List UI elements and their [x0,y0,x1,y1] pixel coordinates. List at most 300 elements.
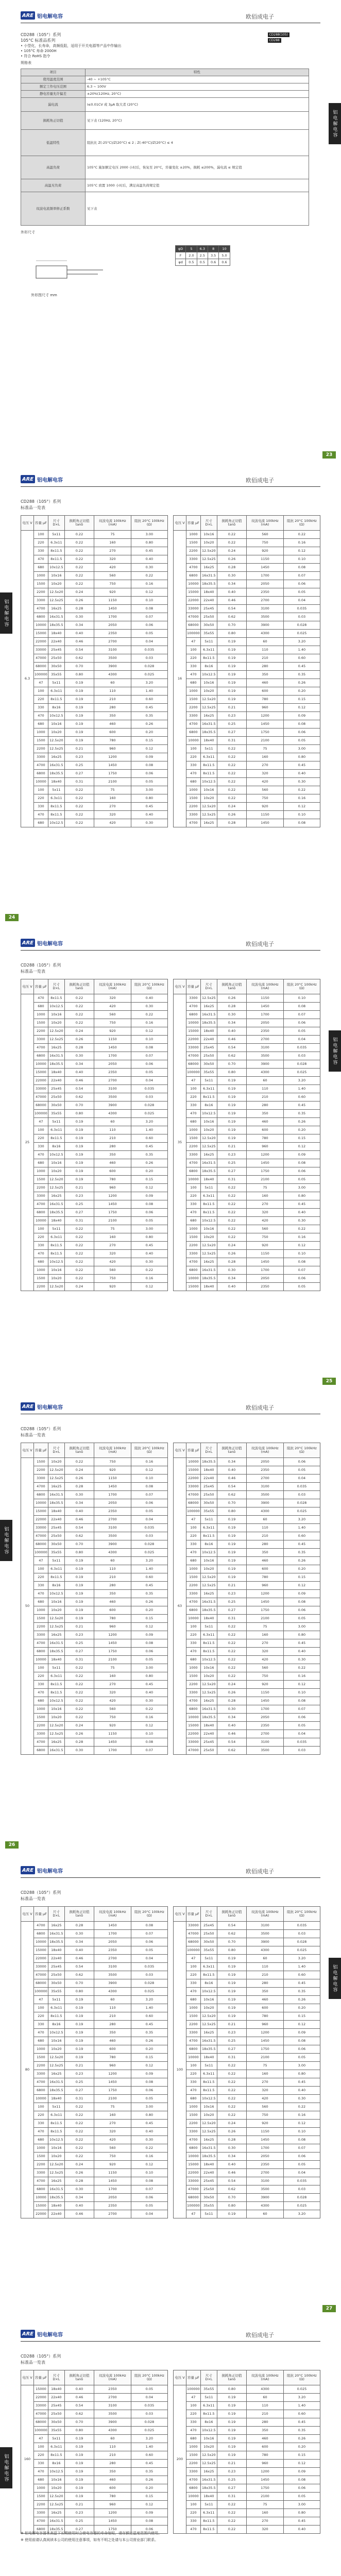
table-cell: 5x11 [200,2501,217,2509]
table-cell: 10x20 [48,2153,64,2161]
table-cell: 160 [247,753,284,761]
table-cell: 0.08 [283,2037,320,2045]
table-cell: 1200 [94,2509,131,2517]
table-row [21,1582,168,1590]
table-cell: 33000 [34,1524,48,1532]
table-cell: 330 [34,1681,48,1689]
table-row [21,803,168,811]
table-cell: 0.08 [283,564,320,572]
table-cell: 10000 [34,1938,48,1946]
table-cell: 6800 [186,728,201,737]
table-row [21,2394,168,2402]
table-cell: 0.30 [217,2144,246,2153]
table-cell: 750 [247,1233,284,1242]
table-cell: 0.30 [131,2136,167,2144]
table-cell: 0.30 [217,1266,246,1275]
table-cell: 0.03 [131,654,167,663]
table-cell: 16x31.5 [200,1598,217,1606]
table-row [174,761,320,770]
table-cell: 0.54 [64,1085,94,1093]
table-cell: 0.12 [131,1027,167,1036]
table-row [21,1167,168,1176]
table-cell: 22x40 [200,1036,217,1044]
table-cell: 1000 [34,572,48,580]
column-header: 损耗角正切值 tanδ [217,979,246,994]
table-cell: 4700 [34,1200,48,1209]
table-cell: 8x11.5 [200,761,217,770]
voltage-cell: 25 [21,994,34,1291]
table-cell: 270 [94,1242,131,1250]
table-cell: 0.09 [131,1631,167,1639]
table-cell: 0.30 [283,778,320,786]
table-row [21,1052,168,1060]
table-cell: 25x45 [200,1483,217,1491]
footnotes [21,2531,309,2543]
table-cell: 0.26 [283,1996,320,2004]
table-header-row [174,1907,320,1922]
table-cell: 0.70 [217,1060,246,1069]
table-cell: 8x11.5 [200,2517,217,2526]
table-row [21,1565,168,1573]
table-row [21,1516,168,1524]
spec-value: 见下表 [86,192,309,226]
table-cell: 3900 [94,663,131,671]
table-cell: 10x12.5 [200,778,217,786]
table-row [174,2128,320,2136]
table-cell: 0.09 [131,2509,167,2517]
table-cell: 0.19 [217,2402,246,2410]
table-cell: 6.3x11 [200,2070,217,2078]
table-cell: 10x12.5 [200,1656,217,1664]
spec-row [21,91,309,98]
table-cell: 35x55 [48,1988,64,1996]
table-cell: 0.80 [217,1069,246,1077]
table-row [21,2078,168,2087]
table-cell: 47 [186,638,201,646]
table-cell: 0.22 [217,2095,246,2103]
table-cell: 3.20 [131,2435,167,2443]
table-row [174,597,320,605]
table-cell: 1000 [34,2045,48,2054]
table-row [174,2402,320,2410]
table-cell: 0.19 [64,1557,94,1565]
column-header: 尺寸 D×L [48,2370,64,2385]
spec-value: 见下表 (120Hz, 20°C) [86,112,309,130]
table-cell: 0.12 [131,1184,167,1192]
table-cell: 25x45 [200,1922,217,1930]
table-cell: 0.06 [283,1606,320,1615]
table-row [21,1126,168,1134]
table-row [21,621,168,630]
table-cell: 2050 [247,580,284,588]
table-cell: 0.19 [64,2021,94,2029]
table-cell: 0.28 [64,1738,94,1747]
table-cell: 0.12 [131,745,167,753]
table-cell: 12.5x20 [200,1242,217,1250]
table-cell: 0.08 [283,1258,320,1266]
table-row [174,1573,320,1582]
table-cell: 100 [34,1565,48,1573]
table-cell: 0.26 [217,811,246,819]
side-tab: 铝电解电容 [0,2447,12,2488]
table-cell: 22000 [186,597,201,605]
spec-table-left [21,1443,168,1755]
table-cell: 12.5x25 [48,2062,64,2070]
column-header: 容量 μF [186,2370,201,2385]
table-cell: 100 [186,2402,201,2410]
table-cell: 110 [247,1524,284,1532]
table-cell: 6800 [186,2144,201,2153]
table-cell: 600 [94,1606,131,1615]
table-cell: 560 [94,1266,131,1275]
table-cell: 2200 [186,2120,201,2128]
table-cell: 0.80 [283,2070,320,2078]
table-cell: 0.22 [64,2103,94,2111]
table-cell: 0.08 [283,2136,320,2144]
table-cell: 10x16 [48,2037,64,2045]
table-cell: 0.22 [217,1209,246,1217]
column-header: 电压 V [21,979,34,994]
table-cell: 0.25 [217,1159,246,1167]
table-row [21,1143,168,1151]
table-cell: 10x16 [200,1664,217,1672]
table-cell: 0.19 [217,2410,246,2418]
table-cell: 12.5x25 [200,2460,217,2468]
table-row [21,2443,168,2451]
table-row [174,1036,320,1044]
table-cell: 0.22 [283,2103,320,2111]
table-cell: 0.31 [64,2095,94,2103]
table-row [21,786,168,794]
table-cell: 16x31.5 [48,1930,64,1938]
table-cell: 2100 [247,2054,284,2062]
table-cell: 100 [186,1524,201,1532]
table-row [174,2136,320,2144]
table-cell: 270 [247,1200,284,1209]
table-cell: 16x25 [200,1151,217,1159]
table-cell: 0.028 [283,621,320,630]
table-cell: 18x40 [200,2054,217,2062]
table-cell: 1150 [247,1689,284,1697]
table-row [174,2435,320,2443]
table-cell: 3.00 [283,1184,320,1192]
table-cell: 0.80 [64,1988,94,1996]
table-cell: 0.45 [283,1200,320,1209]
table-cell: 160 [94,794,131,803]
table-cell: 6.3x11 [48,687,64,696]
table-cell: 30x50 [48,2418,64,2427]
table-cell: 8x16 [48,2021,64,2029]
table-cell: 10x20 [200,2004,217,2012]
table-cell: 350 [94,2468,131,2476]
table-row [21,2087,168,2095]
table-cell: 3900 [247,621,284,630]
table-cell: 1000 [186,687,201,696]
column-header: 损耗角正切值 tanδ [217,2370,246,2385]
table-row [21,1507,168,1516]
table-cell: 2350 [94,1507,131,1516]
spec-value: -40 ~ +105°C [86,76,309,83]
table-row [174,1483,320,1491]
table-cell: 0.035 [283,1922,320,1930]
table-cell: 35x55 [200,2385,217,2394]
table-row [21,1176,168,1184]
table-cell: 0.40 [64,1507,94,1516]
table-row [174,1946,320,1955]
table-cell: 0.08 [131,605,167,613]
table-cell: 4700 [186,1258,201,1266]
table-row [21,2045,168,2054]
table-cell: 0.22 [64,2120,94,2128]
table-cell: 0.19 [64,2443,94,2451]
table-row [21,1714,168,1722]
table-cell: 0.21 [64,745,94,753]
table-cell: 0.22 [64,564,94,572]
table-cell: 12.5x25 [200,1689,217,1697]
table-cell: 0.22 [64,1705,94,1714]
table-row [174,588,320,597]
table-row [174,2021,320,2029]
table-cell: 3500 [94,1532,131,1540]
table-cell: 0.19 [217,1093,246,1101]
table-cell: 270 [94,1681,131,1689]
table-cell: 18x35.5 [48,1209,64,1217]
table-cell: 220 [34,539,48,547]
table-row [174,2062,320,2070]
table-cell: 16x25 [48,2509,64,2517]
table-cell: 0.40 [283,1648,320,1656]
table-row [21,646,168,654]
spec-value: 特性 [86,69,309,76]
table-cell: 5x11 [200,745,217,753]
table-cell: 0.19 [217,1516,246,1524]
table-cell: 680 [34,2136,48,2144]
table-cell: 30x50 [48,1979,64,1988]
table-row [21,1615,168,1623]
table-cell: 280 [94,1582,131,1590]
table-cell: 0.45 [283,663,320,671]
table-cell: 0.05 [283,2493,320,2501]
table-cell: 0.22 [64,811,94,819]
table-cell: 0.08 [131,1639,167,1648]
table-row [21,1996,168,2004]
table-cell: 5x11 [48,1118,64,1126]
table-cell: 0.24 [217,803,246,811]
table-cell: 10x12.5 [200,1549,217,1557]
table-cell: 920 [94,588,131,597]
table-cell: 470 [34,1250,48,1258]
table-cell: 12.5x20 [48,1466,64,1475]
table-cell: 210 [247,1971,284,1979]
table-row [174,539,320,547]
table-cell: 2700 [247,1475,284,1483]
table-cell: 0.12 [131,1466,167,1475]
table-cell: 0.12 [283,1143,320,1151]
table-cell: 680 [34,564,48,572]
table-cell: 10x12.5 [48,1258,64,1266]
catalog-page [0,464,341,927]
feature-1: • 小型化，长寿命，高频低阻，适用于开关电源等产品中作输出 [21,44,122,48]
table-cell: 0.27 [64,770,94,778]
table-row [174,1118,320,1126]
dim-cell: φd [176,259,186,266]
table-cell: 0.24 [64,2161,94,2169]
table-cell: 3.20 [131,1118,167,1126]
table-cell: 100 [186,1963,201,1971]
table-cell: 0.035 [283,1044,320,1052]
table-cell: 5x11 [48,2435,64,2443]
table-cell: 0.06 [131,2087,167,2095]
table-cell: 210 [247,2410,284,2418]
table-row [174,2443,320,2451]
table-cell: 1750 [94,2526,131,2534]
table-cell: 2200 [186,1143,201,1151]
table-cell: 12.5x25 [48,1036,64,1044]
table-cell: 0.19 [217,2435,246,2443]
table-row [21,638,168,646]
table-cell: 0.06 [131,1648,167,1656]
table-cell: 3.20 [283,1955,320,1963]
table-cell: 0.80 [217,1507,246,1516]
table-row [21,2136,168,2144]
table-cell: 470 [186,671,201,679]
table-row [21,1573,168,1582]
table-cell: 1150 [94,1036,131,1044]
table-cell: 35x55 [48,1549,64,1557]
table-cell: 0.22 [64,803,94,811]
table-cell: 0.31 [217,1176,246,1184]
table-cell: 3500 [247,613,284,621]
table-row [21,2435,168,2443]
table-row [174,1209,320,1217]
dim-cell: 0.5 [186,259,197,266]
table-cell: 47 [34,1996,48,2004]
table-row [174,2161,320,2169]
table-cell: 4700 [34,1483,48,1491]
table-cell: 0.08 [131,1738,167,1747]
table-cell: 0.70 [64,1101,94,1110]
table-cell: 5x11 [200,1077,217,1085]
series-title: CD288（105°）系列 [21,499,61,504]
table-row [21,1499,168,1507]
table-cell: 3100 [94,646,131,654]
table-cell: 0.22 [64,2136,94,2144]
table-cell: 10x20 [200,1565,217,1573]
table-cell: 10000 [186,2153,201,2161]
table-cell: 0.19 [217,638,246,646]
table-cell: 6800 [34,1747,48,1755]
table-cell: 330 [186,2517,201,2526]
table-cell: 0.26 [64,597,94,605]
table-row [21,1648,168,1656]
table-cell: 16x25 [48,1738,64,1747]
table-cell: 0.16 [283,1672,320,1681]
table-cell: 1500 [186,539,201,547]
spec-key: 额定工作电压范围 [21,83,86,91]
column-header: 尺寸 D×L [48,1443,64,1458]
side-tab: 铝电解电容 [329,103,341,144]
table-cell: 330 [186,663,201,671]
table-cell: 0.30 [64,2185,94,2194]
table-row [21,2210,168,2218]
table-cell: 3900 [94,1540,131,1549]
table-cell: 18x35.5 [48,1648,64,1656]
table-row [21,712,168,720]
table-row [174,671,320,679]
table-cell: 8x11.5 [200,1639,217,1648]
table-cell: 0.15 [131,1615,167,1623]
table-cell: 0.08 [283,1598,320,1606]
table-cell: 3.00 [283,2062,320,2070]
table-cell: 18x35.5 [200,1458,217,1466]
table-cell: 0.24 [217,1681,246,1689]
table-cell: 110 [247,1963,284,1971]
table-cell: 10x20 [200,1126,217,1134]
table-cell: 0.30 [64,1491,94,1499]
table-row [21,1681,168,1689]
table-cell: 47000 [186,2185,201,2194]
table-cell: 22000 [186,1475,201,1483]
table-row [174,1590,320,1598]
table-cell: 10000 [186,737,201,745]
table-cell: 2200 [34,2501,48,2509]
table-cell: 470 [34,2128,48,2136]
table-cell: 0.25 [217,720,246,728]
table-cell: 0.22 [217,2103,246,2111]
table-cell: 0.80 [283,753,320,761]
table-cell: 460 [94,2476,131,2484]
table-cell: 0.40 [64,630,94,638]
table-cell: 0.035 [131,1963,167,1971]
table-cell: 330 [186,1979,201,1988]
table-cell: 16x25 [48,2177,64,2185]
table-header-row [174,1443,320,1458]
table-cell: 3.00 [131,1225,167,1233]
table-cell: 0.19 [217,1971,246,1979]
table-cell: 47000 [34,654,48,663]
table-cell: 25x50 [48,654,64,663]
table-row [174,1266,320,1275]
table-cell: 0.03 [283,613,320,621]
table-cell: 330 [186,1101,201,1110]
table-cell: 330 [186,1540,201,1549]
table-cell: 0.19 [64,2435,94,2443]
spec-table-right [173,979,320,1291]
table-cell: 8x16 [200,1979,217,1988]
table-row [21,2144,168,2153]
table-cell: 1700 [247,1705,284,1714]
table-cell: 1200 [94,1631,131,1639]
table-cell: 0.45 [283,1540,320,1549]
table-cell: 680 [186,2095,201,2103]
table-cell: 320 [247,2526,284,2534]
table-row [21,1664,168,1672]
table-cell: 0.19 [64,2451,94,2460]
table-cell: 8x11.5 [48,1689,64,1697]
table-cell: 100 [34,2103,48,2111]
spec-key: 漏电流 [21,98,86,112]
table-cell: 18x35.5 [48,2087,64,2095]
table-cell: 0.45 [131,2120,167,2128]
table-cell: 0.19 [217,2210,246,2218]
table-cell: 0.26 [283,1118,320,1126]
table-cell: 16x31.5 [48,1639,64,1648]
table-cell: 0.19 [217,654,246,663]
table-cell: 0.10 [131,1730,167,1738]
table-cell: 1000 [186,2004,201,2012]
table-cell: 210 [94,2012,131,2021]
table-cell: 18x40 [48,1069,64,1077]
